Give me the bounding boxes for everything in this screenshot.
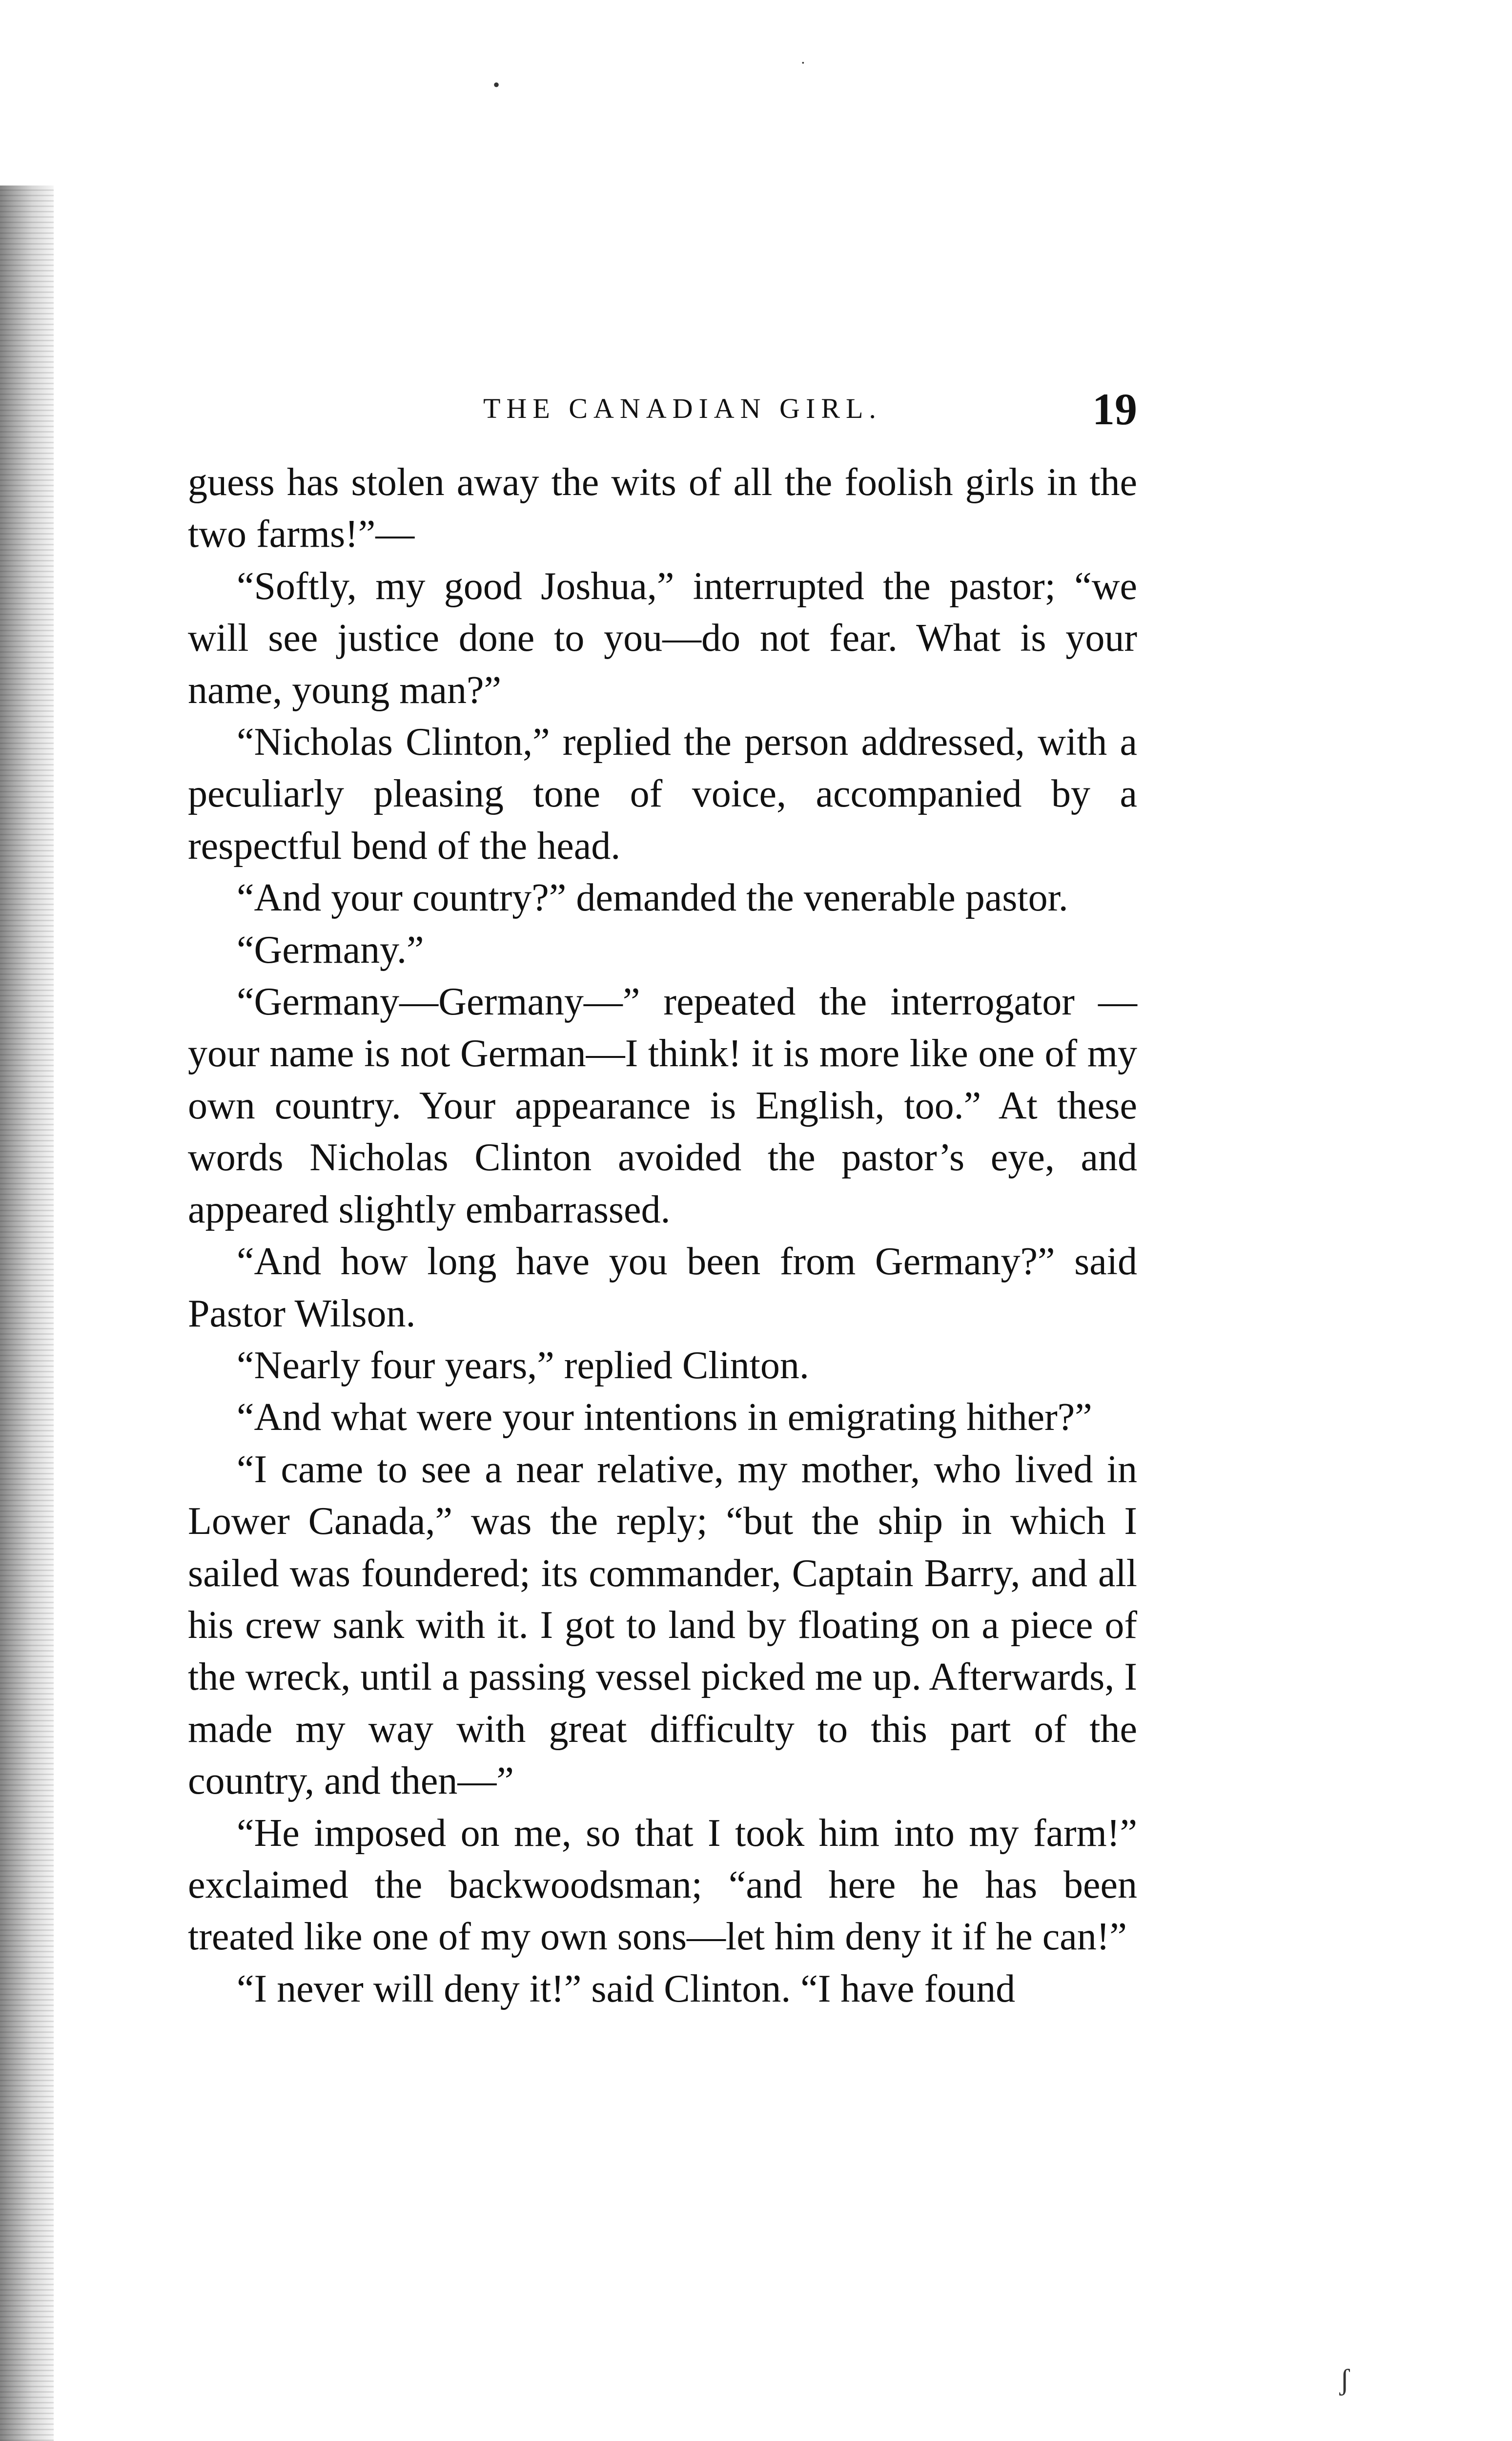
paragraph: “And your country?” demanded the venerable pastor.	[237, 876, 1068, 920]
paragraph: guess has stolen away the wits of all the foolish girls in the two farms!”—	[188, 461, 1137, 556]
paragraph: “He imposed on me, so that I took him into my farm!” exclaimed the backwoodsman; “and here he has been treated like one of my own sons—let him deny it if he can!”	[188, 1811, 1137, 1959]
stray-mark: •	[493, 74, 500, 96]
running-head	[483, 384, 1137, 434]
stray-mark: ʃ	[1340, 2363, 1349, 2396]
paragraph: “And what were your intentions in emigrating hither?”	[237, 1396, 1092, 1439]
paragraph: “Nicholas Clinton,” replied the person addressed, with a peculiarly pleasing tone of voice, accompanied by a respectful bend of the head.	[188, 721, 1137, 868]
paragraph: “Nearly four years,” replied Clinton.	[237, 1344, 809, 1387]
paragraph: “Germany—Germany—” repeated the interrogator —your name is not German—I think! it is more like one of my own country. Your appearance is English, too.” At these words Nicholas Clinton avoided the pastor’s eye, and appeared slightly embarrassed.	[188, 980, 1137, 1231]
paragraph: “And how long have you been from Germany?” said Pastor Wilson.	[188, 1240, 1137, 1335]
paragraph: “I came to see a near relative, my mother, who lived in Lower Canada,” was the reply; “but the ship in which I sailed was foundered; its commander, Captain Barry, and all his crew sank with it. I got to land by floating on a piece of the wreck, until a passing vessel picked me up. Afterwards, I made my way with great difficulty to this part of the country, and then—”	[188, 1448, 1137, 1803]
paragraph: “Germany.”	[237, 928, 424, 972]
page-number: 19	[1092, 384, 1137, 434]
paragraph: “I never will deny it!” said Clinton. “I have found	[237, 1967, 1016, 2010]
paragraph: “Softly, my good Joshua,” interrupted the pastor; “we will see justice done to you—do not fear. What is your name, young man?”	[188, 564, 1137, 712]
stray-mark: ·	[800, 54, 806, 71]
body-text	[188, 456, 1137, 2015]
running-title: THE CANADIAN GIRL.	[483, 393, 882, 424]
binding-texture	[0, 186, 54, 2441]
